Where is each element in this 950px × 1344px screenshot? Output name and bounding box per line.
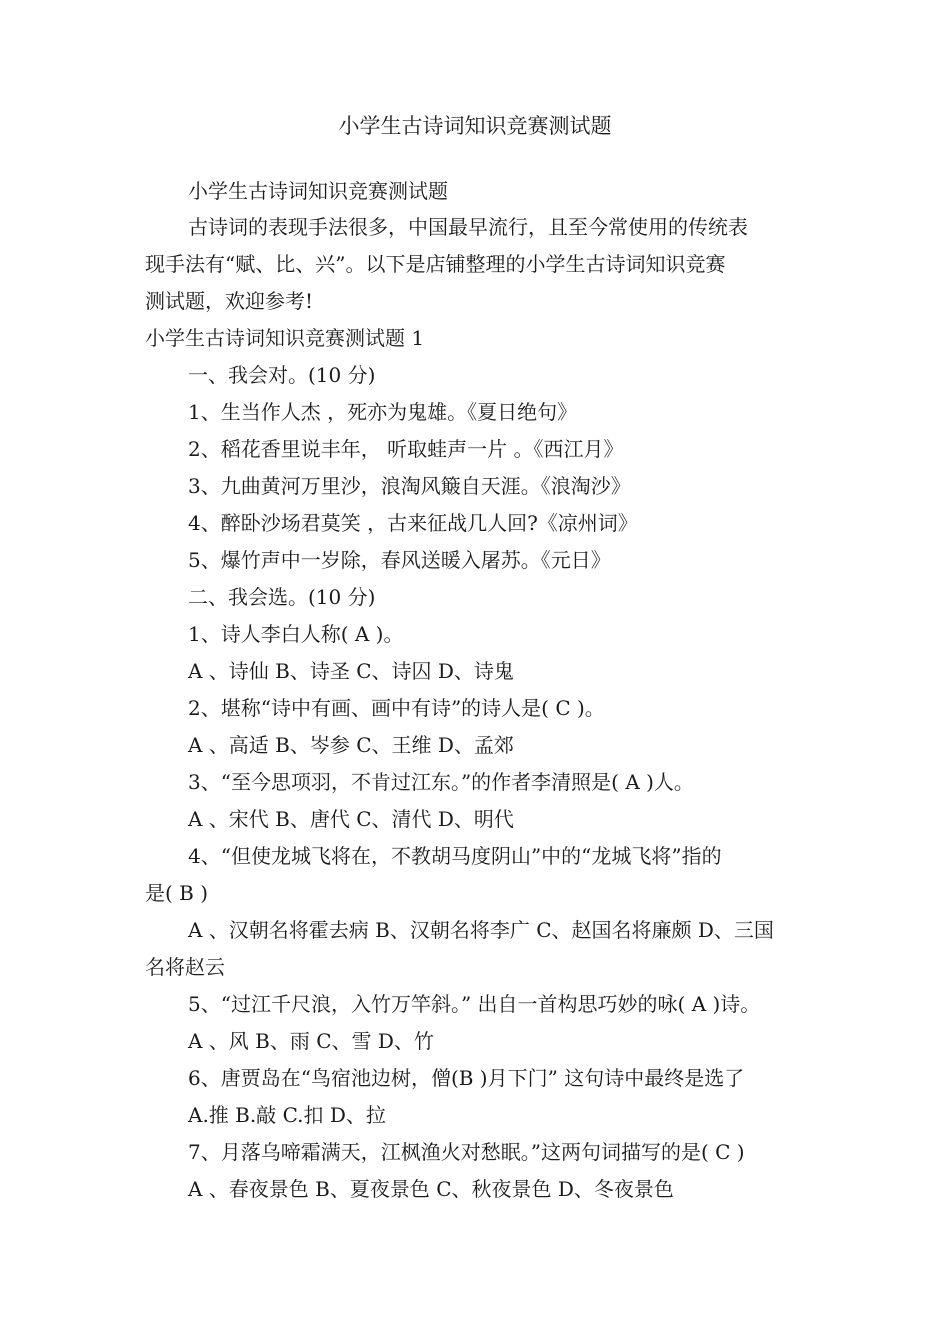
part2-heading: 二、我会选。(10 分) [188, 585, 376, 609]
intro-line: 测试题，欢迎参考! [145, 289, 314, 313]
subtitle: 小学生古诗词知识竞赛测试题 [188, 179, 448, 203]
question-line: 3、“至今思项羽，不肯过江东。”的作者李清照是( A )人。 [188, 770, 694, 794]
question-line: 6、唐贾岛在“鸟宿池边树，僧(B )月下门” 这句诗中最终是选了 [188, 1066, 745, 1090]
question-line: 是( B ) [145, 881, 209, 905]
part1-item: 1、生当作人杰 ，死亦为鬼雄。《夏日绝句》 [188, 400, 578, 424]
question-line: 7、月落乌啼霜满天，江枫渔火对愁眠。”这两句词描写的是( C ) [188, 1140, 745, 1164]
options-line: A 、风 B、雨 C、雪 D、竹 [188, 1029, 434, 1053]
options-line: A 、汉朝名将霍去病 B、汉朝名将李广 C、赵国名将廉颇 D、三国 [188, 918, 774, 942]
section-heading: 小学生古诗词知识竞赛测试题 1 [145, 326, 425, 350]
options-line: A 、春夜景色 B、夏夜景色 C、秋夜景色 D、冬夜景色 [188, 1177, 674, 1201]
document-title: 小学生古诗词知识竞赛测试题 [338, 114, 612, 138]
options-line: A 、诗仙 B、诗圣 C、诗囚 D、诗鬼 [188, 659, 514, 683]
intro-line: 现手法有“赋、比、兴”。以下是店铺整理的小学生古诗词知识竞赛 [145, 252, 726, 276]
part1-item: 5、爆竹声中一岁除，春风送暖入屠苏。《元日》 [188, 548, 611, 572]
options-line: A 、高适 B、岑参 C、王维 D、孟郊 [188, 733, 514, 757]
options-line: 名将赵云 [145, 955, 225, 979]
part1-item: 2、稻花香里说丰年， 听取蛙声一片 。《西江月》 [188, 437, 624, 461]
part1-item: 4、醉卧沙场君莫笑 ，古来征战几人回?《凉州词》 [188, 511, 638, 535]
question-line: 2、堪称“诗中有画、画中有诗”的诗人是( C )。 [188, 696, 605, 720]
part1-heading: 一、我会对。(10 分) [188, 363, 376, 387]
question-line: 5、“过江千尺浪，入竹万竿斜。” 出自一首构思巧妙的咏( A )诗。 [188, 992, 761, 1016]
options-line: A 、宋代 B、唐代 C、清代 D、明代 [188, 807, 514, 831]
part1-item: 3、九曲黄河万里沙，浪淘风簸自天涯。《浪淘沙》 [188, 474, 631, 498]
question-line: 1、诗人李白人称( A )。 [188, 622, 404, 646]
intro-line: 古诗词的表现手法很多，中国最早流行，且至今常使用的传统表 [188, 215, 748, 239]
question-line: 4、“但使龙城飞将在，不教胡马度阴山”中的“龙城飞将”指的 [188, 844, 722, 868]
options-line: A.推 B.敲 C.扣 D、拉 [188, 1103, 386, 1127]
